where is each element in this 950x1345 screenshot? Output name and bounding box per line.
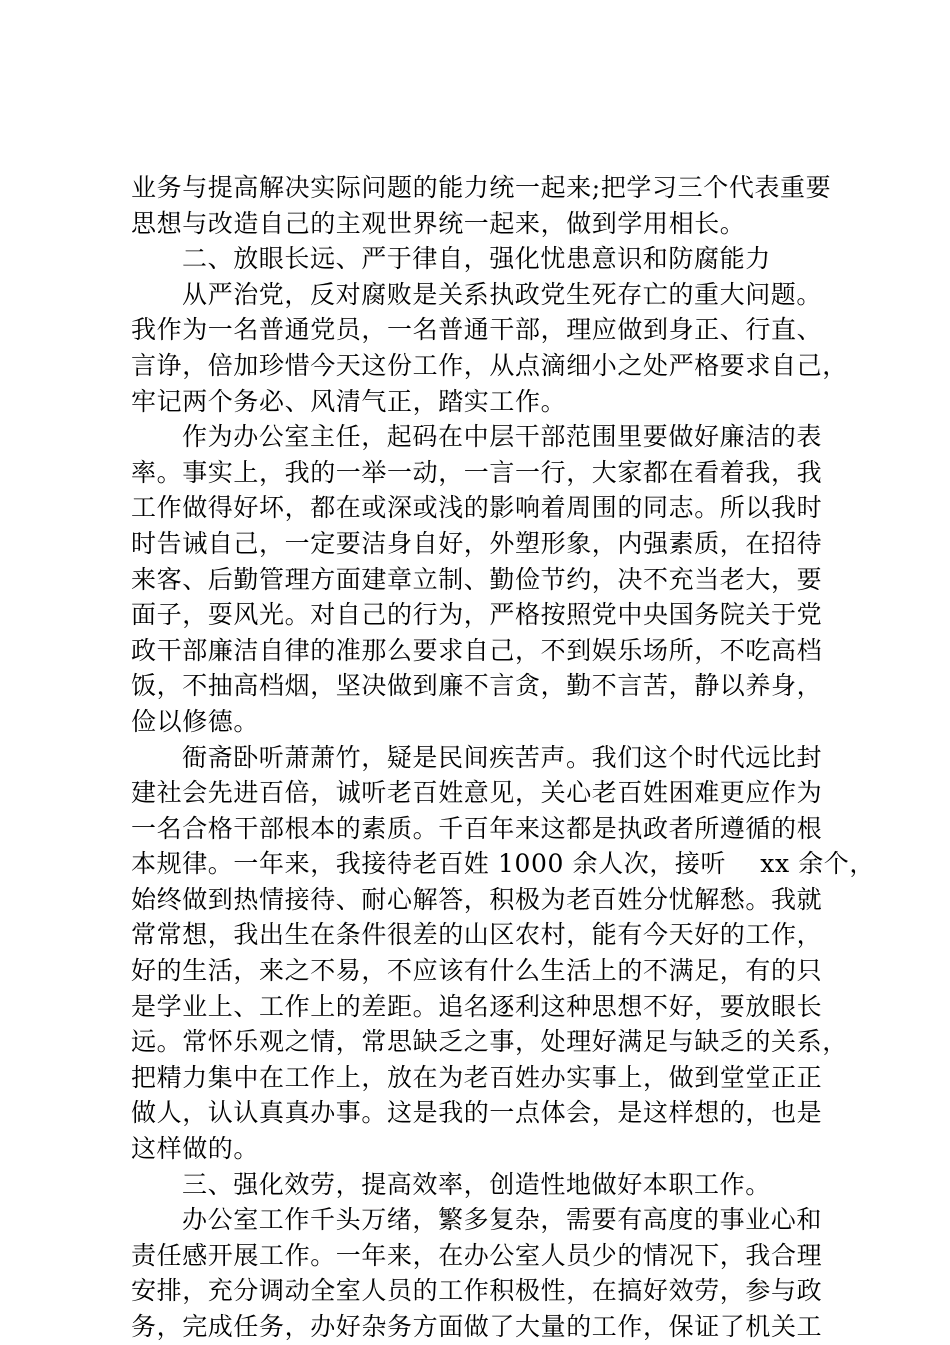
paragraph-start-line: 三、强化效劳，提高效率，创造性地做好本职工作。 (182, 1169, 771, 1199)
text-line: 政干部廉洁自律的准那么要求自己，不到娱乐场所，不吃高档 (131, 635, 823, 665)
paragraph-start-line: 作为办公室主任，起码在中层干部范围里要做好廉洁的表 (182, 422, 823, 452)
text-line: 业务与提高解决实际问题的能力统一起来;把学习三个代表重要 (131, 173, 832, 202)
text-line: 把精力集中在工作上，放在为老百姓办实事上，做到堂堂正正 (131, 1062, 823, 1092)
text-line: 率。事实上，我的一举一动，一言一行，大家都在看着我，我 (131, 457, 823, 487)
text-line: 思想与改造自己的主观世界统一起来，做到学用相长。 (131, 208, 746, 238)
paragraph-start-line: 办公室工作千头万绪，繁多复杂，需要有高度的事业心和 (182, 1205, 823, 1235)
text-line: 务，完成任务，办好杂务方面做了大量的工作，保证了机关工 (131, 1312, 823, 1341)
text-line: 是学业上、工作上的差距。追名逐利这种思想不好，要放眼长 (131, 991, 823, 1021)
text-line: 好的生活，来之不易，不应该有什么生活上的不满足，有的只 (131, 956, 823, 986)
text-line: 来客、后勤管理方面建章立制、勤俭节约，决不充当老大，要 (131, 564, 823, 594)
text-line: 本规律。一年来，我接待老百姓 1000 余人次，接听 xx 余个， (131, 849, 876, 879)
document-body (131, 170, 876, 1345)
text-line: 时告诫自己，一定要洁身自好，外塑形象，内强素质，在招待 (131, 528, 823, 558)
text-line: 建社会先进百倍，诚听老百姓意见，关心老百姓困难更应作为 (131, 778, 823, 808)
text-line: 面子，耍风光。对自己的行为，严格按照党中央国务院关于党 (131, 600, 823, 630)
text-line: 这样做的。 (131, 1134, 260, 1164)
text-line: 责任感开展工作。一年来，在办公室人员少的情况下，我合理 (131, 1240, 823, 1270)
text-line: 我作为一名普通党员，一名普通干部，理应做到身正、行直、 (131, 315, 823, 345)
text-line: 远。常怀乐观之情，常思缺乏之事，处理好满足与缺乏的关系， (131, 1027, 848, 1057)
text-line: 言诤，倍加珍惜今天这份工作，从点滴细小之处严格要求自己， (131, 350, 848, 380)
text-line: 做人，认认真真办事。这是我的一点体会，是这样想的，也是 (131, 1098, 823, 1128)
text-line: 始终做到热情接待、耐心解答，积极为老百姓分忧解愁。我就 (131, 884, 823, 914)
paragraph-start-line: 衙斋卧听萧萧竹，疑是民间疾苦声。我们这个时代远比封 (182, 742, 823, 772)
paragraph-start-line: 二、放眼长远、严于律自，强化忧患意识和防腐能力 (182, 244, 771, 274)
text-line: 饭，不抽高档烟，坚决做到廉不言贪，勤不言苦，静以养身， (131, 671, 823, 701)
text-line: 牢记两个务必、风清气正，踏实工作。 (131, 386, 567, 416)
text-line: 常常想，我出生在条件很差的山区农村，能有今天好的工作， (131, 920, 823, 950)
text-line: 俭以修德。 (131, 706, 260, 736)
text-line: 工作做得好坏，都在或深或浅的影响着周围的同志。所以我时 (131, 493, 823, 523)
text-line: 安排，充分调动全室人员的工作积极性，在搞好效劳，参与政 (131, 1276, 823, 1306)
text-line: 一名合格干部根本的素质。千百年来这都是执政者所遵循的根 (131, 813, 823, 843)
paragraph-start-line: 从严治党，反对腐败是关系执政党生死存亡的重大问题。 (182, 279, 823, 309)
